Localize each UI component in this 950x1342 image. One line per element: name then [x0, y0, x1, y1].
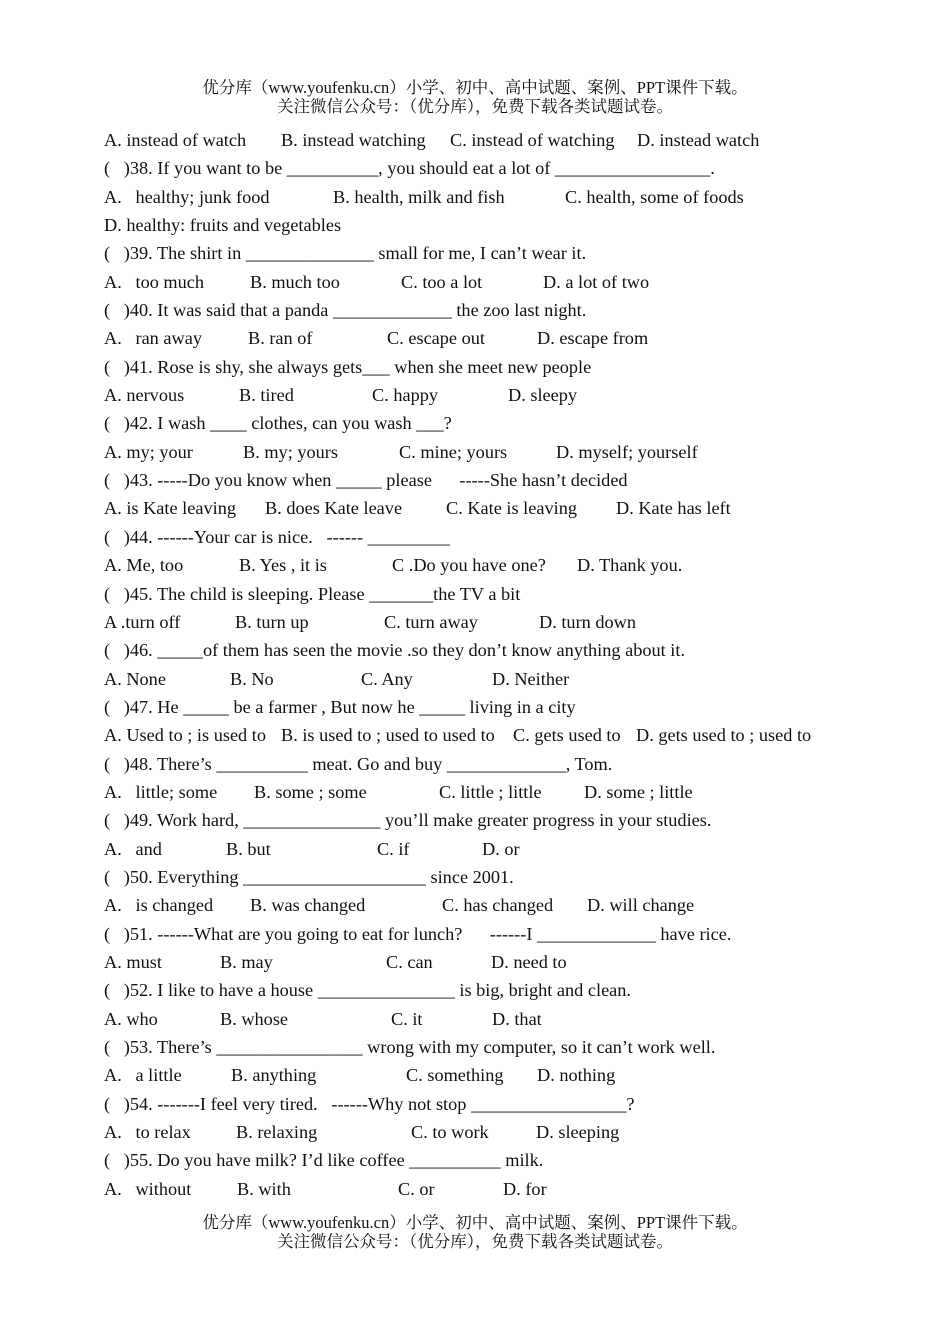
- answer-option: B. whose: [220, 1008, 289, 1029]
- answer-options: [104, 494, 934, 522]
- question-text: ( )43. -----Do you know when _____ please -----She hasn’t decided: [104, 470, 628, 491]
- answer-option: C. instead of watching: [450, 130, 615, 150]
- answer-options: [104, 1118, 934, 1146]
- answer-options: [104, 1061, 934, 1089]
- answer-option: C. escape out: [387, 328, 485, 349]
- answer-options: [104, 665, 934, 693]
- answer-option: A. Me, too: [104, 555, 184, 576]
- answer-option: A. without: [104, 1178, 192, 1199]
- question-text: ( )49. Work hard, _______________ you’ll make greater progress in your studies.: [104, 810, 712, 831]
- question-text: ( )48. There’s __________ meat. Go and buy _____________, Tom.: [104, 753, 613, 774]
- question-text: ( )52. I like to have a house _______________ is big, bright and clean.: [104, 980, 632, 1001]
- question-text: ( )47. He _____ be a farmer , But now he _____ living in a city: [104, 696, 576, 717]
- answer-option: B. ran of: [248, 328, 313, 349]
- question-text: ( )55. Do you have milk? I’d like coffee __________ milk.: [104, 1150, 544, 1171]
- answer-option: D. a lot of two: [543, 271, 650, 292]
- answer-options: [104, 438, 934, 466]
- question-text: ( )53. There’s ________________ wrong with my computer, so it can’t work well.: [104, 1037, 716, 1057]
- answer-option: A. Used to ; is used to: [104, 725, 266, 746]
- answer-options: [104, 778, 934, 806]
- answer-option: A. to relax: [104, 1122, 191, 1143]
- answer-option: C. Any: [361, 668, 413, 689]
- answer-option: A .turn off: [104, 611, 181, 632]
- answer-option: B. was changed: [250, 895, 366, 916]
- header-line-1: 优分库（www.youfenku.cn）小学、初中、高中试题、案例、PPT课件下载。: [202, 78, 748, 97]
- answer-option: C. has changed: [442, 895, 554, 916]
- answer-option: B. No: [230, 668, 274, 689]
- answer-option: A. too much: [104, 271, 205, 292]
- footer-line-1: 优分库（www.youfenku.cn）小学、初中、高中试题、案例、PPT课件下载。: [202, 1213, 748, 1232]
- answer-option: A. is changed: [104, 895, 214, 916]
- question-text: ( )40. It was said that a panda _____________ the zoo last night.: [104, 300, 587, 321]
- answer-option: B. tired: [239, 385, 294, 406]
- answer-option: A. must: [104, 951, 162, 972]
- header-line-2: 关注微信公众号：（优分库），免费下载各类试题试卷。: [277, 97, 673, 116]
- answer-option: D. Neither: [492, 668, 570, 689]
- answer-option: C. Kate is leaving: [446, 498, 577, 519]
- answer-option: D. Kate has left: [616, 498, 731, 519]
- footer-line-2: 关注微信公众号：（优分库），免费下载各类试题试卷。: [277, 1232, 673, 1251]
- answer-option: C. gets used to: [513, 725, 621, 746]
- answer-options: [104, 126, 934, 154]
- answer-option: D. need to: [491, 951, 567, 972]
- answer-option: C. health, some of foods: [565, 186, 744, 207]
- answer-options: [104, 835, 934, 863]
- answer-option: C. little ; little: [439, 781, 542, 802]
- answer-options: [104, 183, 934, 211]
- answer-options: [104, 721, 934, 749]
- answer-option: A. healthy; junk food: [104, 186, 270, 207]
- answer-option: B. but: [226, 838, 271, 859]
- answer-option: A. little; some: [104, 781, 218, 802]
- answer-option: B. instead watching: [281, 130, 426, 150]
- answer-option: C. can: [386, 951, 433, 972]
- question-text: ( )38. If you want to be __________, you should eat a lot of _________________.: [104, 158, 715, 179]
- answer-option: B. much too: [250, 271, 340, 292]
- answer-option: B. Yes , it is: [239, 555, 327, 576]
- answer-option: D. or: [482, 838, 520, 859]
- answer-option: C. or: [398, 1178, 435, 1199]
- answer-option: A. None: [104, 668, 166, 689]
- answer-options: [104, 381, 934, 409]
- answer-option: C .Do you have one?: [392, 555, 546, 576]
- answer-option: C. if: [377, 838, 410, 859]
- answer-option: D. nothing: [537, 1065, 616, 1086]
- answer-option: B. health, milk and fish: [333, 186, 505, 207]
- answer-options: [104, 1175, 934, 1203]
- answer-option: A. a little: [104, 1065, 182, 1086]
- answer-option: A. who: [104, 1008, 158, 1029]
- answer-option: B. turn up: [235, 611, 309, 632]
- answer-option: B. anything: [231, 1065, 317, 1086]
- answer-option: B. is used to ; used to used to: [281, 725, 495, 746]
- answer-option: C. mine; yours: [399, 441, 508, 462]
- page-footer: [0, 1213, 950, 1251]
- answer-options: [104, 324, 934, 352]
- question-text: ( )41. Rose is shy, she always gets___ when she meet new people: [104, 356, 592, 377]
- question-text: ( )50. Everything ____________________ since 2001.: [104, 866, 514, 887]
- question-list: [104, 126, 934, 1203]
- answer-option: C. it: [391, 1008, 423, 1029]
- answer-option: D. escape from: [537, 328, 649, 349]
- answer-option: C. happy: [372, 385, 439, 406]
- page-header: [0, 78, 950, 116]
- answer-options: [104, 551, 934, 579]
- answer-option: D. for: [503, 1178, 547, 1199]
- answer-option: D. instead watch: [637, 130, 760, 150]
- answer-option: B. does Kate leave: [265, 498, 403, 519]
- answer-option: C. too a lot: [401, 271, 483, 292]
- answer-option: D. turn down: [539, 611, 636, 632]
- question-text: ( )54. -------I feel very tired. ------Why not stop _________________?: [104, 1093, 635, 1114]
- answer-option: D. will change: [587, 895, 695, 916]
- question-text: ( )44. ------Your car is nice. ------ _________: [104, 526, 450, 547]
- answer-option: C. turn away: [384, 611, 478, 632]
- answer-option: D. some ; little: [584, 781, 693, 802]
- answer-option: D. Thank you.: [577, 555, 683, 576]
- answer-option: D. myself; yourself: [556, 441, 698, 462]
- question-text: ( )46. _____of them has seen the movie .so they don’t know anything about it.: [104, 640, 686, 661]
- answer-options: [104, 891, 934, 919]
- question-text: ( )42. I wash ____ clothes, can you wash ___?: [104, 413, 452, 434]
- question-text: ( )45. The child is sleeping. Please _______the TV a bit: [104, 583, 521, 604]
- question-text: ( )39. The shirt in ______________ small for me, I can’t wear it.: [104, 243, 587, 264]
- answer-option: D. gets used to ; used to: [636, 725, 812, 746]
- answer-option: A. my; your: [104, 441, 193, 462]
- answer-option: A. nervous: [104, 385, 185, 406]
- question-text: ( )51. ------What are you going to eat for lunch? ------I _____________ have rice.: [104, 923, 732, 944]
- answer-option: A. ran away: [104, 328, 202, 349]
- answer-options: [104, 948, 934, 976]
- answer-option: D. sleepy: [508, 385, 578, 406]
- answer-option: C. to work: [411, 1122, 489, 1143]
- answer-option: A. and: [104, 838, 162, 859]
- answer-option: B. may: [220, 951, 273, 972]
- answer-options: [104, 1005, 934, 1033]
- answer-options: [104, 268, 934, 296]
- answer-option: B. relaxing: [236, 1122, 318, 1143]
- answer-option: C. something: [406, 1065, 504, 1086]
- answer-option: D. sleeping: [536, 1122, 620, 1143]
- answer-option: D. that: [492, 1008, 542, 1029]
- answer-option: B. my; yours: [243, 441, 338, 462]
- question-text: D. healthy: fruits and vegetables: [104, 215, 342, 236]
- answer-option: A. is Kate leaving: [104, 498, 236, 519]
- answer-option: B. some ; some: [254, 781, 367, 802]
- answer-option: B. with: [237, 1178, 291, 1199]
- answer-options: [104, 608, 934, 636]
- answer-option: A. instead of watch: [104, 130, 247, 150]
